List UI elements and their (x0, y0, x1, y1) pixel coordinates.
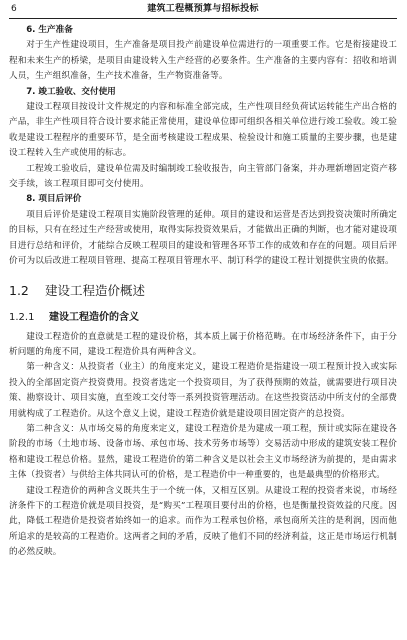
body-paragraph: 第一种含义：从投资者（业主）的角度来定义，建设工程造价是指建设一项工程预计投入或实际投入的全部固定资产投资费用。投资者选定一个投资项目，为了获得预期的效益，就需要进行项目决策、勘察设计、项目实施，直至竣工交付等一系列投资管理活动。在这些投资活动中所支付的全部费用就构成了工程造价。从这个意义上说，建设工程造价就是建设项目固定资产的总投资。 (9, 362, 397, 419)
item-heading: 8. 项目后评价 (26, 194, 82, 205)
item-heading: 6. 生产准备 (26, 25, 73, 35)
running-header (9, 0, 397, 19)
body-paragraph: 项目后评价是建设工程项目实施阶段管理的延伸。项目的建设和运营是否达到投资决策时所确定的目标，只有在经过生产经营或使用，取得实际投资效果后，才能做出正确的判断，也才能对建设项目进行总结和评价，才能综合反映工程项目的建设和管理各环节工作的成效和存在的问题。项目后评价可为以后改进工程项目管理、提高工程项目管理水平、制订科学的建设工程计划提供宝贵的依据。 (9, 209, 397, 267)
item-block-post-evaluation (9, 192, 397, 269)
body-paragraph: 对于生产性建设项目，生产准备是项目投产前建设单位需进行的一项重要工作。它是衔接建设工程和未来生产的桥梁，是项目由建设转入生产经营的必要条件。生产准备的主要内容有：招收和培训人员，生产组织准备，生产技术准备，生产物资准备等。 (9, 40, 397, 82)
section-number: 1.2 (9, 282, 29, 298)
subsection-title: 建设工程造价的含义 (49, 311, 139, 323)
body-paragraph: 建设工程造价的直意就是工程的建设价格，其本质上属于价格范畴。在市场经济条件下，由于分析问题的角度不同，建设工程造价具有两种含义。 (9, 331, 397, 357)
page-number: 6 (11, 4, 17, 14)
body-paragraph: 工程竣工验收后，建设单位需及时编制竣工验收报告，向主管部门备案，并办理新增固定资产移交手续，该工程项目即可交付使用。 (9, 163, 397, 190)
subsection-number: 1.2.1 (9, 311, 35, 323)
section-title: 建设工程造价概述 (45, 282, 146, 298)
subsection-heading (9, 310, 397, 326)
body-paragraph: 建设工程造价的两种含义既共生于一个统一体，又相互区别。从建设工程的投资者来说，市场经济条件下的工程造价就是项目投资，是“购买”工程项目要付出的价格，也是衡量投资效益的尺度。因此，降低工程造价是投资者始终如一的追求。而作为工程承包价格，承包商所关注的是利润，因而他所追求的是较高的工程造价。这两者之间的矛盾，反映了他们不同的经济利益，这正是市场运行机制的必然反映。 (9, 485, 397, 558)
item-block-production-prep (9, 23, 397, 85)
book-title: 建筑工程概预算与招标投标 (147, 4, 259, 14)
item-heading: 7. 竣工验收、交付使用 (26, 86, 116, 97)
body-paragraph: 第二种含义：从市场交易的角度来定义，建设工程造价是为建成一项工程，预计或实际在建设各阶段的市场（土地市场、设备市场、承包市场、技术劳务市场等）交易活动中形成的建筑安装工程价格和建设工程总价格。显然，建设工程造价的第二种含义是以社会主义市场经济为前提的，是由需求主体（投资者）与供给主体共同认可的价格，是工程造价中一种重要的，也是最典型的价格形式。 (9, 423, 397, 481)
item-block-completion-acceptance (9, 85, 397, 193)
section-heading (9, 282, 397, 300)
body-paragraph: 建设工程项目按设计文件规定的内容和标准全部完成，生产性项目经负荷试运转能生产出合格的产品，非生产性项目符合设计要求能正常使用，建设单位即可组织各相关单位进行竣工验收。竣工验收是建设工程程序的重要环节，是全面考核建设工程成果、检验设计和施工质量的主要步骤，也是建设工程转入生产或使用的标志。 (9, 102, 397, 159)
page-body (9, 19, 397, 561)
